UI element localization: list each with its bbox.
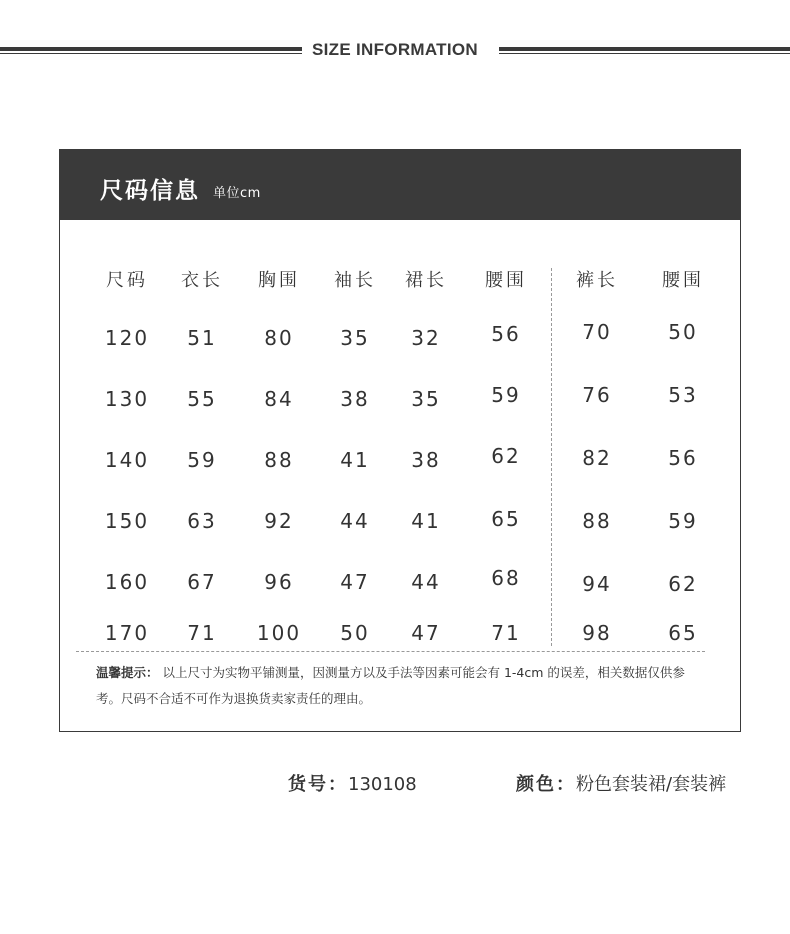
note-label: 温馨提示： bbox=[96, 665, 159, 680]
table-cell: 76 bbox=[582, 383, 612, 407]
table-cell: 92 bbox=[264, 509, 294, 533]
color-label: 颜色： bbox=[516, 774, 576, 795]
table-cell: 35 bbox=[411, 387, 441, 411]
table-cell: 71 bbox=[187, 621, 217, 645]
table-cell: 88 bbox=[264, 448, 294, 472]
table-cell: 44 bbox=[411, 570, 441, 594]
table-cell: 160 bbox=[104, 570, 150, 594]
table-cell: 51 bbox=[187, 326, 217, 350]
section-title: SIZE INFORMATION bbox=[312, 40, 478, 59]
table-cell: 150 bbox=[104, 509, 150, 533]
column-divider bbox=[551, 268, 552, 646]
table-cell: 32 bbox=[411, 326, 441, 350]
table-cell: 62 bbox=[668, 572, 698, 596]
item-number-value: 130108 bbox=[348, 774, 417, 795]
table-cell: 82 bbox=[582, 446, 612, 470]
table-cell: 38 bbox=[411, 448, 441, 472]
table-cell: 56 bbox=[491, 322, 521, 346]
table-cell: 35 bbox=[340, 326, 370, 350]
card-unit: 单位cm bbox=[213, 186, 261, 201]
table-cell: 130 bbox=[104, 387, 150, 411]
table-cell: 68 bbox=[491, 566, 521, 590]
table-cell: 59 bbox=[491, 383, 521, 407]
column-header: 尺码 bbox=[106, 270, 148, 291]
table-cell: 41 bbox=[340, 448, 370, 472]
table-cell: 41 bbox=[411, 509, 441, 533]
table-cell: 59 bbox=[187, 448, 217, 472]
table-cell: 88 bbox=[582, 509, 612, 533]
table-cell: 71 bbox=[491, 621, 521, 645]
card-header bbox=[60, 150, 740, 220]
table-cell: 63 bbox=[187, 509, 217, 533]
column-header: 裤长 bbox=[576, 270, 618, 291]
table-cell: 62 bbox=[491, 444, 521, 468]
table-cell: 84 bbox=[264, 387, 294, 411]
table-cell: 120 bbox=[104, 326, 150, 350]
column-header: 袖长 bbox=[334, 270, 376, 291]
table-cell: 94 bbox=[582, 572, 612, 596]
table-cell: 44 bbox=[340, 509, 370, 533]
column-header: 衣长 bbox=[181, 270, 223, 291]
table-cell: 100 bbox=[256, 621, 302, 645]
table-cell: 47 bbox=[411, 621, 441, 645]
table-cell: 140 bbox=[104, 448, 150, 472]
column-header: 腰围 bbox=[485, 270, 527, 291]
note bbox=[96, 660, 706, 712]
table-cell: 53 bbox=[668, 383, 698, 407]
table-cell: 67 bbox=[187, 570, 217, 594]
card-title: 尺码信息 bbox=[100, 178, 200, 204]
table-cell: 80 bbox=[264, 326, 294, 350]
color-value: 粉色套装裙/套装裤 bbox=[576, 774, 727, 795]
size-card bbox=[59, 149, 741, 732]
table-cell: 56 bbox=[668, 446, 698, 470]
table-cell: 38 bbox=[340, 387, 370, 411]
item-number-label: 货号： bbox=[288, 774, 348, 795]
column-header: 裙长 bbox=[405, 270, 447, 291]
table-cell: 65 bbox=[668, 621, 698, 645]
column-header: 胸围 bbox=[258, 270, 300, 291]
table-cell: 98 bbox=[582, 621, 612, 645]
item-number bbox=[288, 770, 417, 796]
table-cell: 59 bbox=[668, 509, 698, 533]
table-cell: 96 bbox=[264, 570, 294, 594]
table-cell: 70 bbox=[582, 320, 612, 344]
table-cell: 170 bbox=[104, 621, 150, 645]
table-cell: 55 bbox=[187, 387, 217, 411]
note-text: 以上尺寸为实物平铺测量，因测量方以及手法等因素可能会有 1-4cm 的误差，相关数据仅供参考。尺码不合适不可作为退换货卖家责任的理由。 bbox=[96, 665, 685, 706]
table-cell: 47 bbox=[340, 570, 370, 594]
header-rule-right bbox=[499, 47, 790, 54]
column-header: 腰围 bbox=[662, 270, 704, 291]
table-cell: 50 bbox=[668, 320, 698, 344]
table-cell: 50 bbox=[340, 621, 370, 645]
note-divider bbox=[76, 651, 705, 652]
color-info bbox=[516, 770, 726, 796]
table-cell: 65 bbox=[491, 507, 521, 531]
